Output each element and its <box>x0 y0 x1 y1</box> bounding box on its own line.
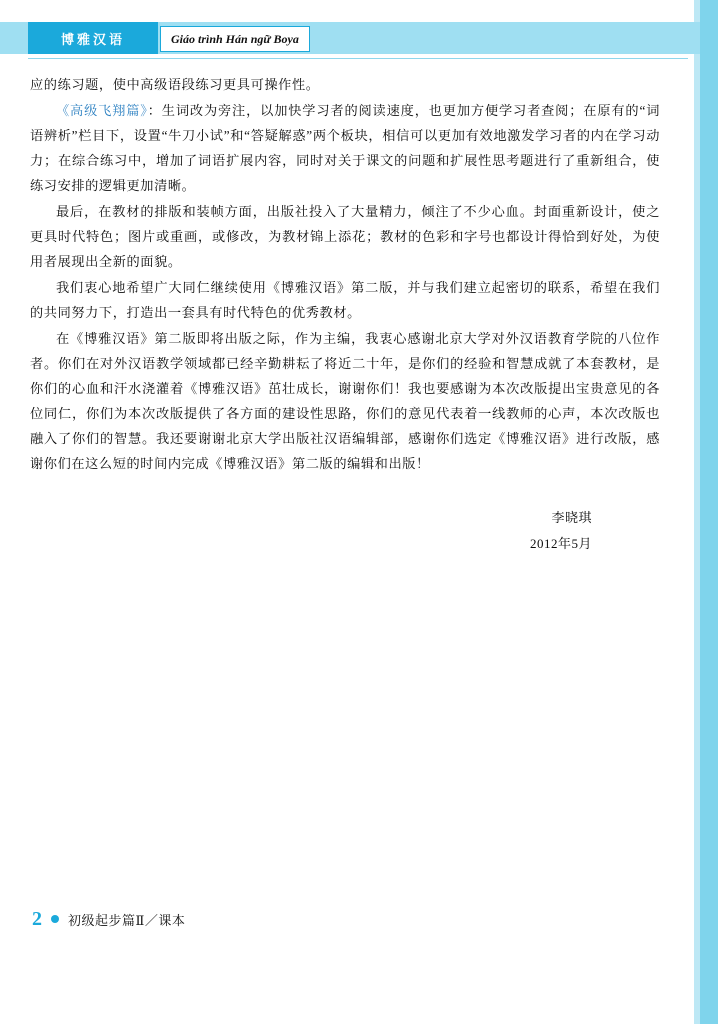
signature-date: 2012年5月 <box>529 536 592 551</box>
signature-name: 李晓琪 <box>551 510 592 525</box>
series-title: 博雅汉语 <box>28 22 158 54</box>
highlighted-title-run: 《高级飞翔篇》 <box>56 103 148 118</box>
body-text <box>30 72 660 477</box>
text-run: 最后，在教材的排版和装帧方面，出版社投入了大量精力，倾注了不少心血。封面重新设计，使之更具时代特色；图片或重画，或修改，为教材锦上添花；教材的色彩和字号也都设计得恰到好处，为使用者展现出全新的面貌。 <box>30 204 660 269</box>
paragraph <box>30 98 660 198</box>
page-header <box>0 22 700 62</box>
text-run: 应的练习题，使中高级语段练习更具可操作性。 <box>30 77 320 92</box>
paragraph <box>30 326 660 476</box>
text-run: 我们衷心地希望广大同仁继续使用《博雅汉语》第二版，并与我们建立起密切的联系，希望在我们的共同努力下，打造出一套具有时代特色的优秀教材。 <box>30 280 660 320</box>
paragraph <box>30 199 660 274</box>
header-divider <box>28 58 688 59</box>
page-number: 2 <box>32 908 42 930</box>
right-edge-band <box>700 0 718 1024</box>
series-subtitle: Giáo trình Hán ngữ Boya <box>160 26 310 52</box>
text-run: ：生词改为旁注，以加快学习者的阅读速度，也更加方便学习者查阅；在原有的“词语辨析”栏目下，设置“牛刀小试”和“答疑解惑”两个板块，相信可以更加有效地激发学习者的内在学习动力；在综合练习中，增加了词语扩展内容，同时对关于课文的问题和扩展性思考题进行了重新组合，使练习安排的逻辑更加清晰。 <box>30 103 660 193</box>
bullet-dot-icon <box>51 915 59 923</box>
page-footer <box>32 909 185 929</box>
text-run: 在《博雅汉语》第二版即将出版之际，作为主编，我衷心感谢北京大学对外汉语教育学院的八位作者。你们在对外汉语教学领域都已经辛勤耕耘了将近二十年，是你们的经验和智慧成就了本套教材，是你们的心血和汗水浇灌着《博雅汉语》茁壮成长，谢谢你们！我也要感谢为本次改版提出宝贵意见的各位同仁，你们为本次改版提供了各方面的建设性思路，你们的意见代表着一线教师的心声，本次改版也融入了你们的智慧。我还要谢谢北京大学出版社汉语编辑部，感谢你们选定《博雅汉语》进行改版，感谢你们在这么短的时间内完成《博雅汉语》第二版的编辑和出版！ <box>30 331 660 471</box>
footer-label: 初级起步篇Ⅱ／课本 <box>68 912 186 928</box>
paragraph <box>30 72 660 97</box>
signature-block <box>30 505 660 557</box>
paragraph <box>30 275 660 325</box>
